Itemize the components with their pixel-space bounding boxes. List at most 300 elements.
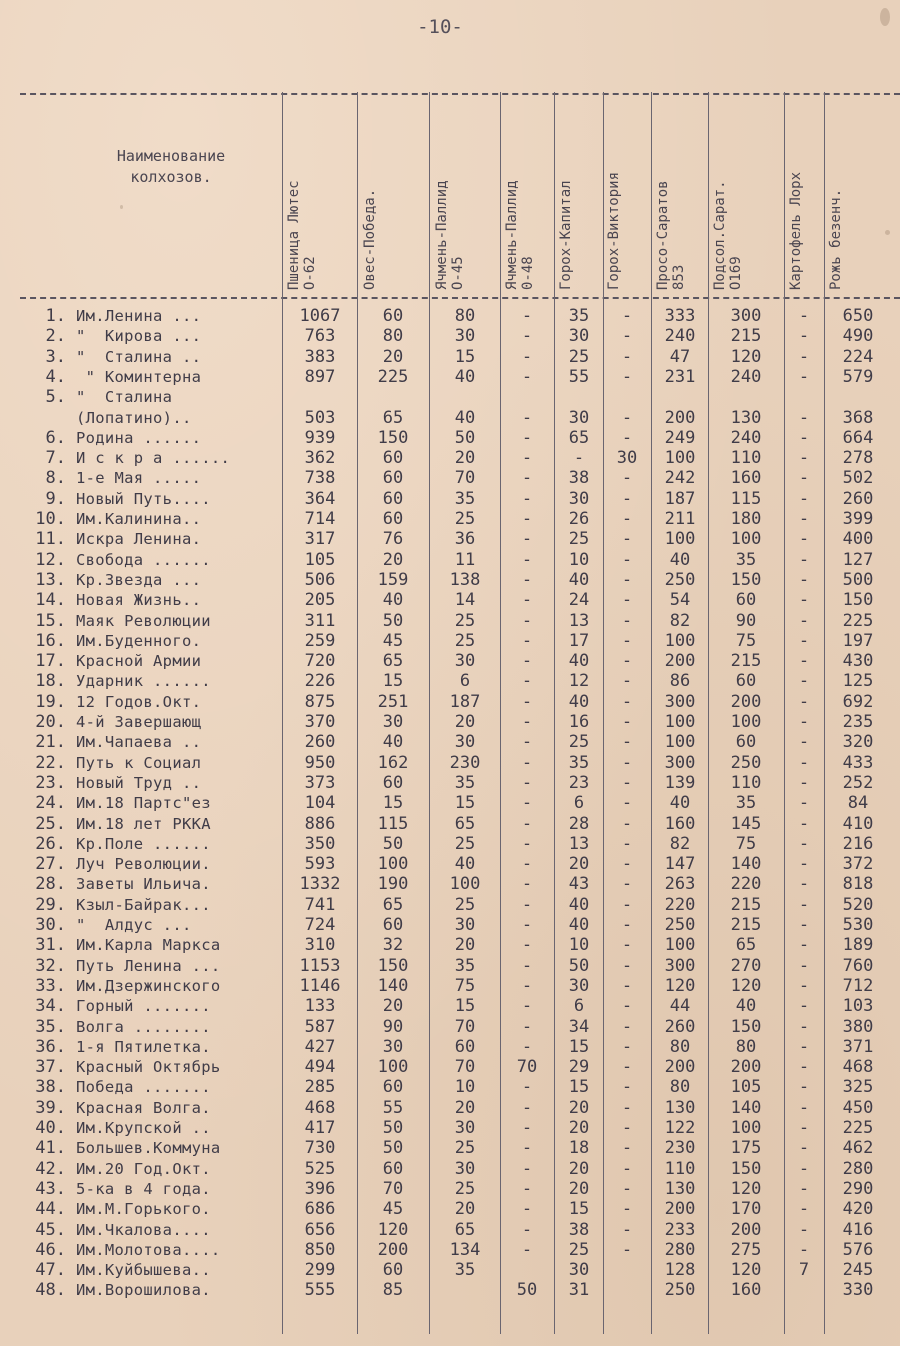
column-header: Овес-Победа. xyxy=(362,188,378,290)
table-cell: - xyxy=(798,996,810,1017)
table-cell: - xyxy=(521,407,533,428)
table-row xyxy=(0,1260,900,1280)
table-cell: - xyxy=(621,569,633,590)
table-cell: 215 xyxy=(730,894,762,915)
row-number: 37. xyxy=(35,1057,66,1078)
table-cell: 100 xyxy=(730,712,762,732)
table-cell: 240 xyxy=(730,366,762,387)
table-row xyxy=(0,895,900,915)
table-row xyxy=(0,732,900,752)
table-cell: 215 xyxy=(730,326,762,347)
table-cell: - xyxy=(621,935,633,956)
table-cell: - xyxy=(621,691,633,712)
table-cell: 47 xyxy=(669,346,691,367)
row-number: 35. xyxy=(35,1016,66,1037)
table-cell: 32 xyxy=(382,935,404,956)
table-cell: 20 xyxy=(454,935,476,956)
table-cell: 25 xyxy=(454,610,476,631)
kolkhoz-name: Им.М.Горького. xyxy=(76,1200,211,1219)
table-cell: - xyxy=(521,975,533,996)
table-cell: 506 xyxy=(304,569,336,590)
table-cell: - xyxy=(521,772,533,793)
table-cell: 430 xyxy=(842,651,874,672)
table-cell: - xyxy=(521,915,533,935)
table-cell: 450 xyxy=(842,1097,874,1118)
table-cell: - xyxy=(621,1077,633,1098)
table-cell: 50 xyxy=(382,610,404,631)
table-cell: 520 xyxy=(842,894,874,915)
kolkhoz-name: Искра Ленина. xyxy=(76,530,202,549)
table-row xyxy=(0,631,900,651)
name-column-header xyxy=(64,146,278,188)
table-cell: - xyxy=(798,448,810,469)
table-cell: 650 xyxy=(842,306,874,326)
table-cell: - xyxy=(798,772,810,793)
table-cell: - xyxy=(798,935,810,956)
row-number: 26. xyxy=(35,833,66,854)
table-cell: 278 xyxy=(842,448,874,469)
table-cell: 105 xyxy=(730,1077,762,1098)
table-cell: 14 xyxy=(454,590,476,611)
table-cell: - xyxy=(798,366,810,387)
table-cell: - xyxy=(521,793,533,814)
table-cell: - xyxy=(798,1036,810,1057)
table-cell: 30 xyxy=(568,326,590,347)
row-number: 44. xyxy=(35,1199,66,1220)
table-cell: 200 xyxy=(377,1239,409,1260)
row-number: 34. xyxy=(35,996,66,1017)
kolkhoz-name: Им.Ленина ... xyxy=(76,307,202,325)
table-row xyxy=(0,1199,900,1219)
table-cell: - xyxy=(621,366,633,387)
table-cell: 242 xyxy=(664,468,696,489)
table-cell: 160 xyxy=(730,468,762,489)
table-cell: - xyxy=(621,610,633,631)
table-cell: 25 xyxy=(454,630,476,651)
table-cell: - xyxy=(621,1239,633,1260)
table-cell: 125 xyxy=(842,671,874,692)
table-cell: 175 xyxy=(730,1138,762,1159)
row-number: 4. xyxy=(45,366,66,387)
table-row xyxy=(0,1098,900,1118)
row-number: 33. xyxy=(35,975,66,996)
table-cell: 65 xyxy=(382,894,404,915)
table-cell: - xyxy=(798,1138,810,1159)
table-cell: - xyxy=(621,1097,633,1118)
table-cell: 399 xyxy=(842,509,874,529)
table-cell: - xyxy=(621,833,633,854)
table-cell: - xyxy=(798,1118,810,1138)
table-cell: 13 xyxy=(568,610,590,631)
table-cell: 25 xyxy=(454,894,476,915)
table-cell: 724 xyxy=(304,915,336,935)
table-cell: 50 xyxy=(454,427,476,448)
table-cell: 211 xyxy=(664,509,696,529)
table-row xyxy=(0,773,900,793)
table-cell: 20 xyxy=(382,996,404,1017)
table-cell: 100 xyxy=(730,1118,762,1138)
table-cell: 275 xyxy=(730,1239,762,1260)
table-cell: 433 xyxy=(842,752,874,773)
table-cell: 500 xyxy=(842,569,874,590)
table-cell: 15 xyxy=(382,671,404,692)
table-cell: 231 xyxy=(664,366,696,387)
table-row xyxy=(0,976,900,996)
row-number: 5. xyxy=(45,387,66,408)
column-header: Горох-Виктория xyxy=(606,171,622,290)
table-cell: 100 xyxy=(664,935,696,956)
column-header: Картофель Лорх xyxy=(788,171,804,290)
table-cell: 45 xyxy=(382,630,404,651)
table-row xyxy=(0,1138,900,1158)
table-cell: 80 xyxy=(669,1036,691,1057)
table-cell: - xyxy=(798,1057,810,1078)
table-cell: 130 xyxy=(664,1097,696,1118)
table-cell: 38 xyxy=(568,468,590,489)
table-cell: 380 xyxy=(842,1016,874,1037)
table-cell: 333 xyxy=(664,306,696,326)
row-number: 19. xyxy=(35,691,66,712)
table-cell: 760 xyxy=(842,955,874,976)
table-cell: - xyxy=(573,448,585,469)
table-cell: 80 xyxy=(454,306,476,326)
table-cell: - xyxy=(798,752,810,773)
table-cell: 10 xyxy=(568,549,590,570)
table-cell: - xyxy=(798,813,810,834)
table-cell: - xyxy=(521,1239,533,1260)
row-number: 47. xyxy=(35,1260,66,1281)
table-cell: 44 xyxy=(669,996,691,1017)
table-cell: 60 xyxy=(382,509,404,529)
table-row xyxy=(0,1017,900,1037)
row-number: 43. xyxy=(35,1178,66,1199)
kolkhoz-name: Красная Волга. xyxy=(76,1098,211,1117)
table-cell: 30 xyxy=(382,1036,404,1057)
column-header: Пшеница Лютес О-62 xyxy=(286,180,318,290)
table-cell: 60 xyxy=(382,306,404,326)
kolkhoz-name: Красный Октябрь xyxy=(76,1058,221,1077)
table-cell: - xyxy=(521,1158,533,1179)
table-cell: 35 xyxy=(454,1260,476,1281)
table-cell: 200 xyxy=(664,651,696,672)
table-cell: 40 xyxy=(454,407,476,428)
table-cell: 240 xyxy=(730,427,762,448)
table-cell: 260 xyxy=(304,732,336,753)
row-number: 7. xyxy=(45,448,66,469)
table-cell: 85 xyxy=(382,1280,404,1301)
table-cell: 368 xyxy=(842,407,874,428)
kolkhoz-name: И с к р а ...... xyxy=(76,449,231,468)
table-cell: 738 xyxy=(304,468,336,489)
table-cell: 251 xyxy=(377,691,409,712)
row-number: 28. xyxy=(35,874,66,895)
table-row xyxy=(0,1220,900,1240)
table-row xyxy=(0,915,900,935)
kolkhoz-name: Им.Молотова.... xyxy=(76,1240,221,1259)
table-cell: 15 xyxy=(568,1077,590,1098)
table-cell: - xyxy=(521,549,533,570)
table-cell: 30 xyxy=(568,1260,590,1281)
table-row xyxy=(0,712,900,732)
table-cell: - xyxy=(798,468,810,489)
table-cell: - xyxy=(621,1138,633,1159)
row-number: 11. xyxy=(35,529,66,550)
table-cell: 20 xyxy=(568,1178,590,1199)
table-cell: - xyxy=(798,1199,810,1220)
table-cell: - xyxy=(521,874,533,895)
row-number: 24. xyxy=(35,793,66,814)
table-cell: 311 xyxy=(304,610,336,631)
table-cell: 65 xyxy=(454,1219,476,1240)
table-cell: - xyxy=(521,1118,533,1138)
table-cell: - xyxy=(521,306,533,326)
table-cell: 285 xyxy=(304,1077,336,1098)
table-cell: 250 xyxy=(664,569,696,590)
table-cell: 576 xyxy=(842,1239,874,1260)
table-cell: 850 xyxy=(304,1239,336,1260)
table-row xyxy=(0,570,900,590)
table-cell: 13 xyxy=(568,833,590,854)
table-cell: 763 xyxy=(304,326,336,347)
table-cell: - xyxy=(521,1097,533,1118)
table-cell: 100 xyxy=(449,874,481,895)
table-cell: 38 xyxy=(568,1219,590,1240)
table-cell: 30 xyxy=(454,732,476,753)
table-cell: 40 xyxy=(735,996,757,1017)
table-cell: 530 xyxy=(842,915,874,935)
table-cell: - xyxy=(798,955,810,976)
table-cell: 65 xyxy=(382,651,404,672)
row-number: 14. xyxy=(35,590,66,611)
table-cell: 82 xyxy=(669,610,691,631)
table-cell: 25 xyxy=(454,833,476,854)
table-cell: 30 xyxy=(454,326,476,347)
table-cell: 250 xyxy=(664,915,696,935)
table-cell: 1146 xyxy=(299,975,341,996)
table-cell: - xyxy=(798,894,810,915)
table-cell: - xyxy=(798,915,810,935)
table-cell: 50 xyxy=(516,1280,538,1301)
table-cell: - xyxy=(798,569,810,590)
table-cell: 60 xyxy=(382,1158,404,1179)
table-cell: - xyxy=(621,854,633,875)
paper-speck xyxy=(880,8,890,26)
table-row xyxy=(0,651,900,671)
kolkhoz-name: Им.Карла Маркса xyxy=(76,936,221,955)
kolkhoz-name: Кр.Поле ...... xyxy=(76,834,211,853)
table-cell: - xyxy=(798,975,810,996)
table-cell: - xyxy=(621,1158,633,1179)
kolkhoz-name: Свобода ...... xyxy=(76,550,211,569)
row-number: 32. xyxy=(35,955,66,976)
table-cell: 20 xyxy=(454,1097,476,1118)
table-row xyxy=(0,671,900,691)
table-cell: 235 xyxy=(842,712,874,732)
table-cell: 260 xyxy=(842,488,874,509)
table-cell: 50 xyxy=(568,955,590,976)
table-cell: 230 xyxy=(449,752,481,773)
table-cell: - xyxy=(521,935,533,956)
table-cell: 75 xyxy=(735,630,757,651)
table-cell: 84 xyxy=(847,793,869,814)
kolkhoz-name: Волга ........ xyxy=(76,1017,211,1036)
table-cell: 200 xyxy=(730,691,762,712)
table-cell: - xyxy=(621,651,633,672)
kolkhoz-name: Заветы Ильича. xyxy=(76,875,211,894)
table-cell: - xyxy=(621,1016,633,1037)
kolkhoz-name: Им.Буденного. xyxy=(76,631,202,650)
table-cell: - xyxy=(621,712,633,732)
table-cell: 12 xyxy=(568,671,590,692)
table-cell: 35 xyxy=(735,793,757,814)
table-cell: 224 xyxy=(842,346,874,367)
kolkhoz-name: 5-ка в 4 года. xyxy=(76,1179,211,1198)
table-cell: 16 xyxy=(568,712,590,732)
table-row xyxy=(0,1057,900,1077)
table-cell: 160 xyxy=(730,1280,762,1301)
table-cell: 70 xyxy=(454,1016,476,1037)
table-row xyxy=(0,996,900,1016)
table-cell: - xyxy=(621,326,633,347)
table-cell: 420 xyxy=(842,1199,874,1220)
table-cell: - xyxy=(621,996,633,1017)
table-cell: - xyxy=(521,366,533,387)
paper-speck xyxy=(885,230,890,235)
row-number: 41. xyxy=(35,1138,66,1159)
table-cell: 103 xyxy=(842,996,874,1017)
kolkhoz-name: Им.Дзержинского xyxy=(76,976,221,995)
table-cell: 100 xyxy=(664,732,696,753)
table-cell: 100 xyxy=(730,529,762,550)
kolkhoz-name: Кзыл-Байрак... xyxy=(76,895,211,914)
table-row xyxy=(0,1280,900,1300)
table-cell: 215 xyxy=(730,651,762,672)
table-cell: 290 xyxy=(842,1178,874,1199)
table-cell: - xyxy=(798,590,810,611)
row-number: 39. xyxy=(35,1097,66,1118)
table-row xyxy=(0,1240,900,1260)
table-cell: 370 xyxy=(304,712,336,732)
kolkhoz-name: 4-й Завершающ xyxy=(76,713,202,731)
table-cell: - xyxy=(798,793,810,814)
table-cell: - xyxy=(621,752,633,773)
table-cell: 54 xyxy=(669,590,691,611)
table-cell: 180 xyxy=(730,509,762,529)
table-cell: 300 xyxy=(730,306,762,326)
table-cell: 417 xyxy=(304,1118,336,1138)
table-cell: 364 xyxy=(304,488,336,509)
table-cell: 40 xyxy=(382,732,404,753)
table-cell: 15 xyxy=(568,1199,590,1220)
table-cell: 65 xyxy=(568,427,590,448)
row-number: 29. xyxy=(35,894,66,915)
table-cell: 40 xyxy=(568,691,590,712)
table-cell: 200 xyxy=(664,407,696,428)
table-cell: 371 xyxy=(842,1036,874,1057)
table-row xyxy=(0,854,900,874)
table-cell: 25 xyxy=(568,732,590,753)
table-cell: 187 xyxy=(449,691,481,712)
table-cell: - xyxy=(521,509,533,529)
table-cell: 17 xyxy=(568,630,590,651)
row-number: 23. xyxy=(35,772,66,793)
kolkhoz-name: Им.Крупской .. xyxy=(76,1119,211,1137)
table-cell: - xyxy=(798,854,810,875)
table-cell: 25 xyxy=(454,1178,476,1199)
table-cell: - xyxy=(798,874,810,895)
table-cell: 25 xyxy=(568,1239,590,1260)
table-cell: - xyxy=(798,1239,810,1260)
table-cell: - xyxy=(621,529,633,550)
table-cell: 36 xyxy=(454,529,476,550)
table-row xyxy=(0,814,900,834)
table-cell: 150 xyxy=(730,1016,762,1037)
table-cell: 25 xyxy=(454,509,476,529)
table-cell: - xyxy=(521,448,533,469)
table-cell: - xyxy=(521,346,533,367)
table-cell: 122 xyxy=(664,1118,696,1138)
kolkhoz-name: Путь Ленина ... xyxy=(76,956,221,975)
table-cell: 10 xyxy=(454,1077,476,1098)
table-cell: 30 xyxy=(454,1118,476,1138)
kolkhoz-name: Новый Труд .. xyxy=(76,773,202,792)
kolkhoz-name: Луч Революции. xyxy=(76,855,211,874)
table-cell: 150 xyxy=(730,569,762,590)
table-cell: 494 xyxy=(304,1057,336,1078)
table-cell: - xyxy=(521,590,533,611)
table-cell: 240 xyxy=(664,326,696,347)
table-cell: 20 xyxy=(454,448,476,469)
table-cell: 416 xyxy=(842,1219,874,1240)
table-row xyxy=(0,874,900,894)
table-cell: 150 xyxy=(842,590,874,611)
column-header: Рожь безенч. xyxy=(828,188,844,290)
table-cell: - xyxy=(521,610,533,631)
table-cell: 252 xyxy=(842,772,874,793)
table-cell: 120 xyxy=(730,346,762,367)
kolkhoz-name: Красной Армии xyxy=(76,652,202,671)
table-cell: 100 xyxy=(377,1057,409,1078)
table-cell: 280 xyxy=(664,1239,696,1260)
table-cell: 60 xyxy=(735,732,757,753)
table-cell: - xyxy=(798,529,810,550)
table-cell: 525 xyxy=(304,1158,336,1179)
table-cell: 120 xyxy=(377,1219,409,1240)
table-cell: 100 xyxy=(377,854,409,875)
table-cell: - xyxy=(621,671,633,692)
table-cell: 50 xyxy=(382,833,404,854)
table-cell: - xyxy=(621,874,633,895)
table-cell: 75 xyxy=(454,975,476,996)
table-cell: - xyxy=(798,651,810,672)
table-row xyxy=(0,753,900,773)
table-cell: 120 xyxy=(730,975,762,996)
name-column-header-line: Наименование xyxy=(116,147,226,165)
table-cell: 1067 xyxy=(299,306,341,326)
table-cell: 145 xyxy=(730,813,762,834)
table-cell: 15 xyxy=(568,1036,590,1057)
table-cell: 197 xyxy=(842,630,874,651)
row-number: 22. xyxy=(35,752,66,773)
table-row xyxy=(0,935,900,955)
table-cell: - xyxy=(621,894,633,915)
column-header: Просо-Саратов 853 xyxy=(655,180,687,290)
table-cell: - xyxy=(798,407,810,428)
table-row xyxy=(0,834,900,854)
kolkhoz-name: Новая Жизнь.. xyxy=(76,591,202,610)
table-row xyxy=(0,347,900,367)
table-cell: - xyxy=(798,306,810,326)
